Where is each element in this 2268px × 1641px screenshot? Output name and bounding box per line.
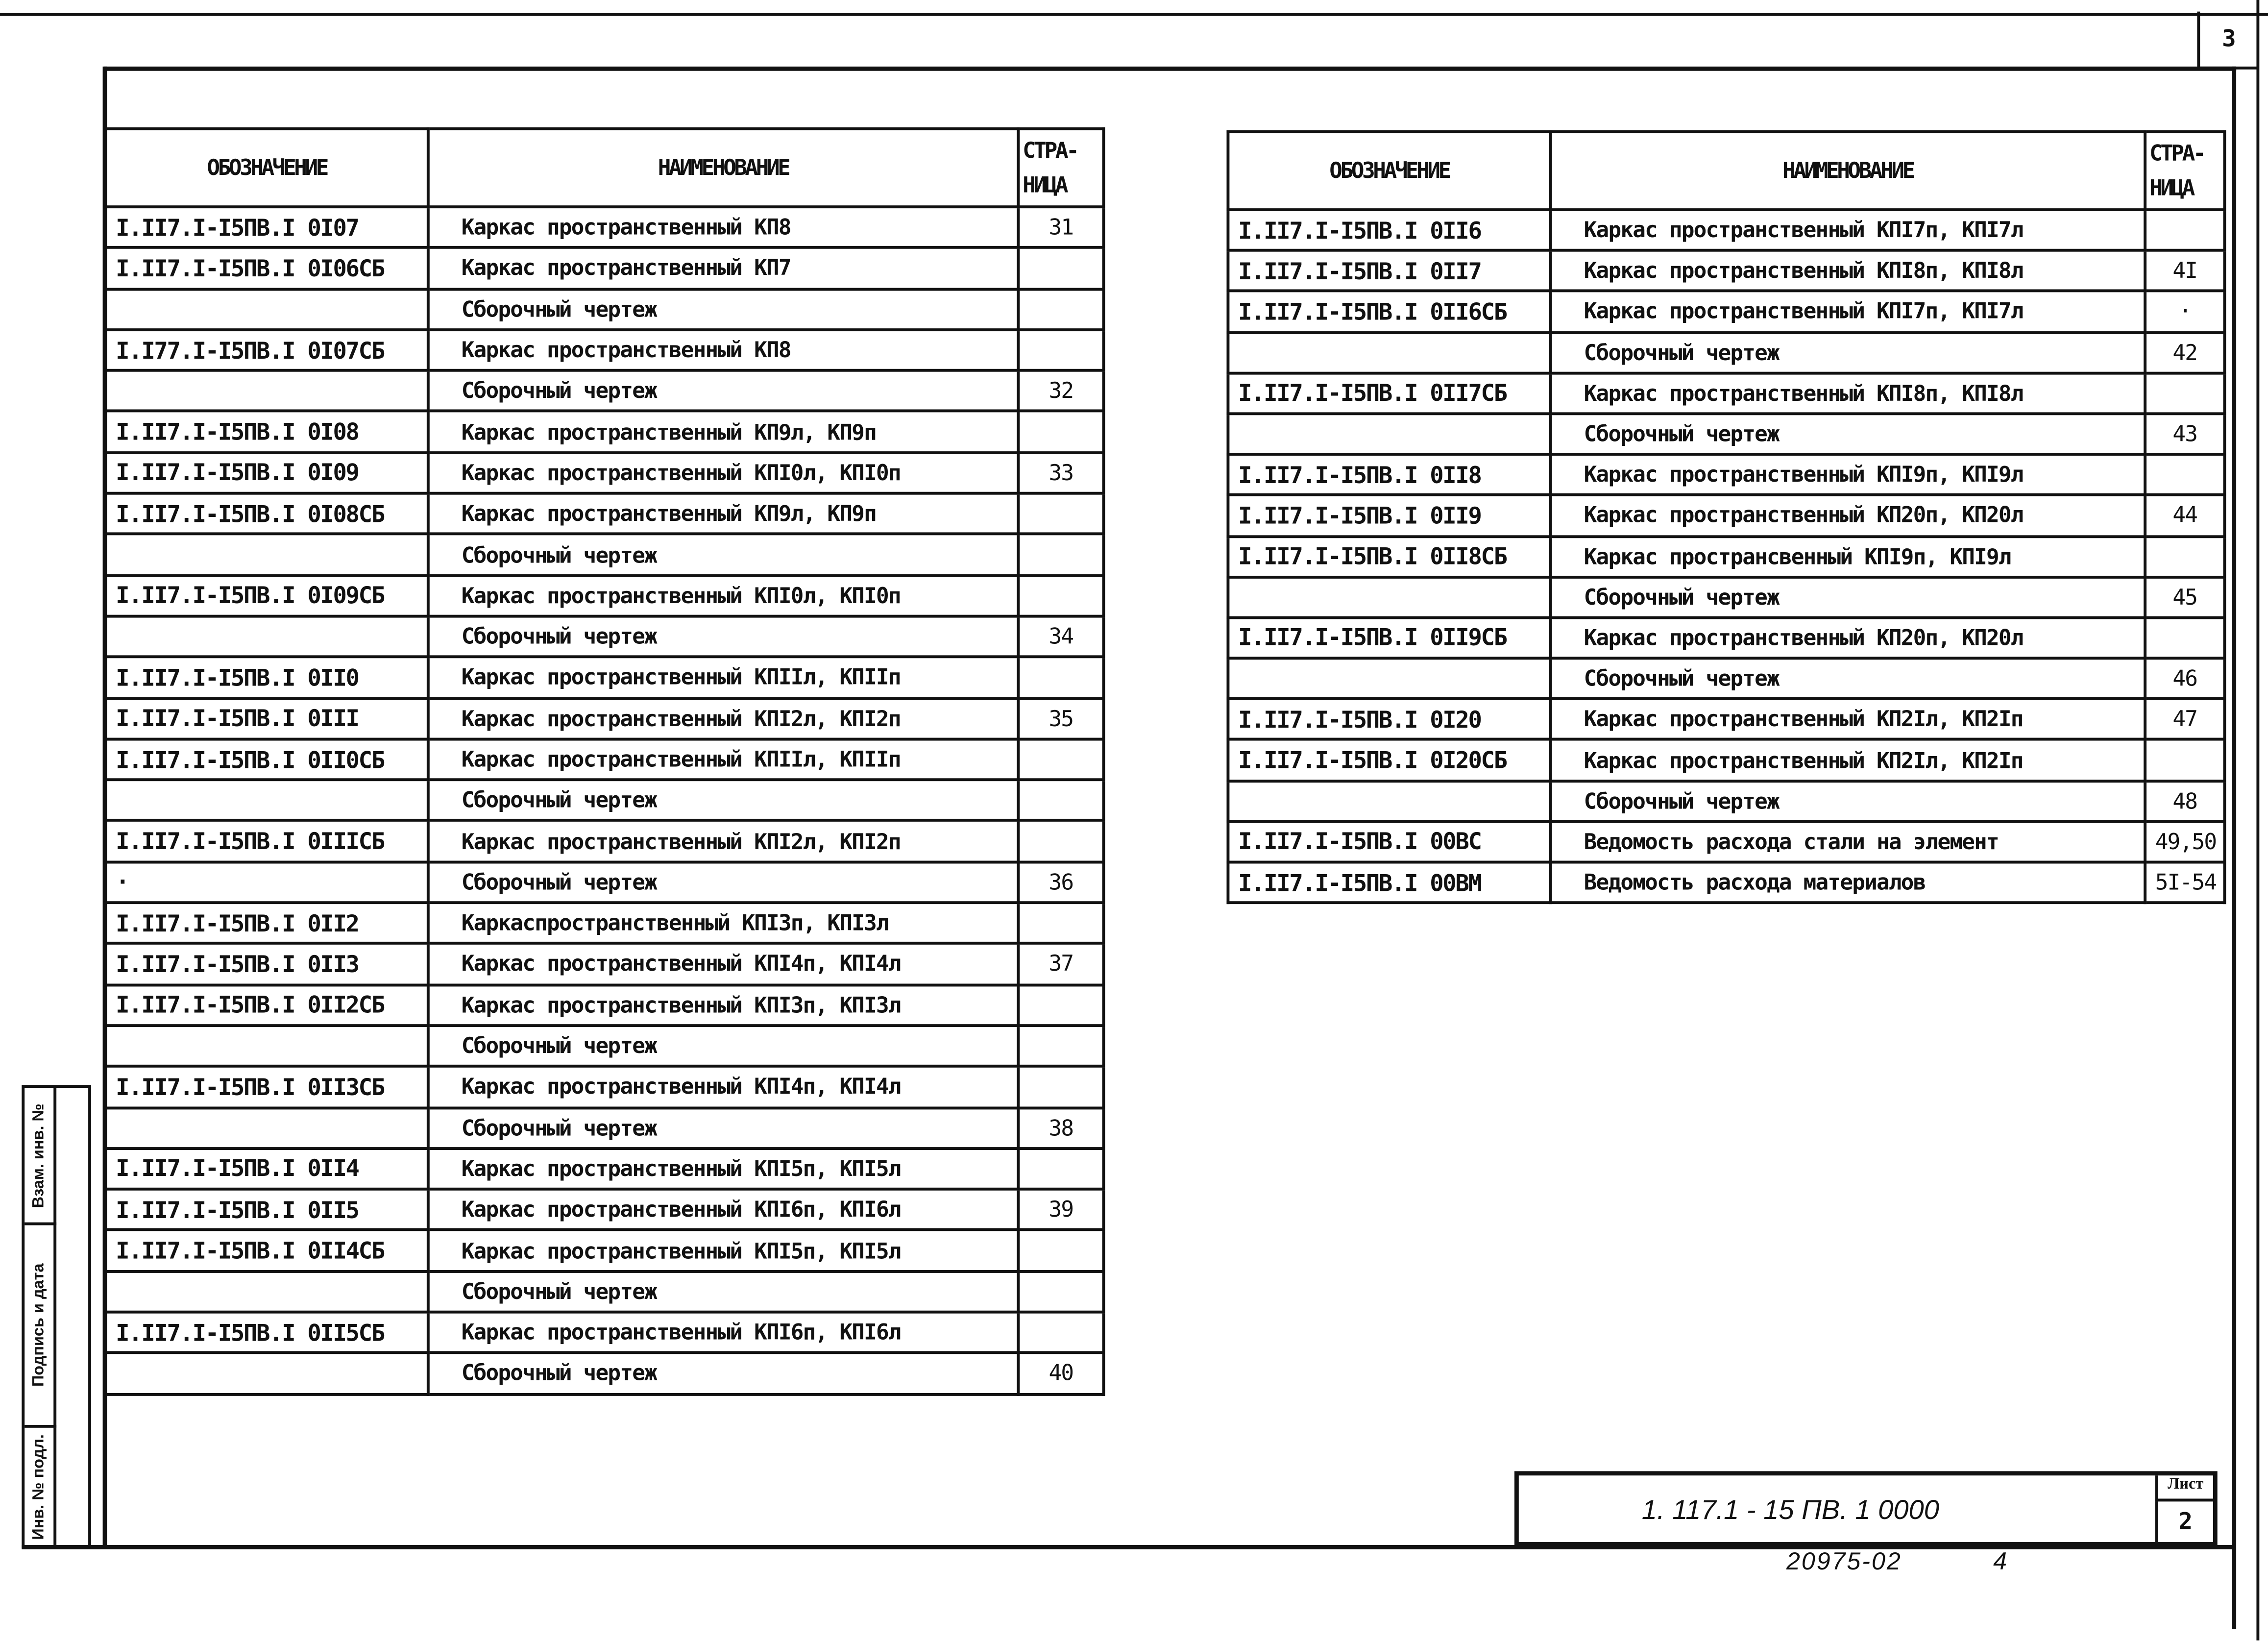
- table-row: [106, 780, 1104, 821]
- table-row: [106, 1189, 1104, 1230]
- page-cell: 40: [1018, 1353, 1103, 1394]
- table-row: [1228, 577, 2224, 617]
- designation-cell: I.II7.I-I5ПВ.I 0II8: [1228, 454, 1550, 495]
- page-cell: [2145, 536, 2224, 577]
- table-row: [1228, 862, 2224, 903]
- table-row: [1228, 454, 2224, 495]
- designation-cell: I.II7.I-I5ПВ.I 0I07: [106, 207, 428, 248]
- designation-cell: I.II7.I-I5ПВ.I 0II6: [1228, 210, 1550, 250]
- designation-cell: I.II7.I-I5ПВ.I 0II5СБ: [106, 1312, 428, 1353]
- designation-cell: I.II7.I-I5ПВ.I 0II5: [106, 1189, 428, 1230]
- table-row: [106, 862, 1104, 903]
- table-row: [106, 370, 1104, 412]
- name-cell: Сборочный чертеж: [428, 862, 1018, 903]
- designation-cell: [106, 370, 428, 412]
- designation-cell: [1228, 332, 1550, 373]
- designation-cell: I.II7.I-I5ПВ.I 0II0СБ: [106, 739, 428, 780]
- page-cell: 36: [1018, 862, 1103, 903]
- table-row: [106, 493, 1104, 535]
- name-cell: Сборочный чертеж: [1551, 658, 2145, 699]
- designation-cell: [106, 1353, 428, 1394]
- designation-cell: I.II7.I-I5ПВ.I 0I20СБ: [1228, 740, 1550, 781]
- header-designation: ОБОЗНАЧЕНИЕ: [1228, 132, 1550, 210]
- name-cell: Каркаспространственный КПI3п, КПI3л: [428, 903, 1018, 944]
- designation-cell: I.II7.I-I5ПВ.I 0II9СБ: [1228, 617, 1550, 658]
- name-cell: Каркас пространственный КПI2л, КПI2п: [428, 821, 1018, 862]
- designation-cell: [106, 289, 428, 330]
- page-cell: [1018, 780, 1103, 821]
- page-cell: 42: [2145, 332, 2224, 373]
- table-row: [1228, 740, 2224, 781]
- page-cell: 48: [2145, 781, 2224, 821]
- page-cell: 32: [1018, 370, 1103, 412]
- page-cell: [1018, 1026, 1103, 1067]
- page-cell: [2145, 210, 2224, 250]
- page-cell: [1018, 575, 1103, 616]
- page-cell: 47: [2145, 699, 2224, 740]
- table-row: [1228, 536, 2224, 577]
- title-block: [1514, 1471, 2218, 1546]
- table-row: [106, 575, 1104, 616]
- name-cell: Сборочный чертеж: [1551, 781, 2145, 821]
- name-cell: Каркас пространственный КПIIл, КПIIп: [428, 739, 1018, 780]
- name-cell: Каркас пространственный КПI5п, КПI5л: [428, 1230, 1018, 1272]
- table-row: [1228, 210, 2224, 250]
- table-row: [106, 616, 1104, 658]
- name-cell: Каркас пространственный КП8: [428, 330, 1018, 371]
- page-cell: 38: [1018, 1107, 1103, 1149]
- header-page: СТРА-НИЦА: [1018, 129, 1103, 207]
- table-row: [1228, 617, 2224, 658]
- table-row: [1228, 781, 2224, 821]
- header-page: СТРА-НИЦА: [2145, 132, 2224, 210]
- designation-cell: I.II7.I-I5ПВ.I 0II3СБ: [106, 1066, 428, 1107]
- name-cell: Каркас пространственный КПI9п, КПI9л: [1551, 454, 2145, 495]
- table-row: [106, 1271, 1104, 1312]
- page-cell: [1018, 1149, 1103, 1190]
- designation-cell: I.II7.I-I5ПВ.I 0I09: [106, 452, 428, 493]
- table-row: [106, 412, 1104, 453]
- stamp-replacement-inv: Взам. инв. №: [30, 1102, 48, 1207]
- page-cell: [1018, 412, 1103, 453]
- page-cell: 37: [1018, 944, 1103, 985]
- table-row: [1228, 291, 2224, 332]
- table-row: [106, 452, 1104, 493]
- table-row: [106, 289, 1104, 330]
- designation-cell: I.II7.I-I5ПВ.I 0I08: [106, 412, 428, 453]
- page-cell: 5I-54: [2145, 862, 2224, 903]
- name-cell: Сборочный чертеж: [428, 1271, 1018, 1312]
- sheet-number: 2: [2155, 1501, 2213, 1542]
- name-cell: Каркас пространственный КПI0л, КПI0п: [428, 575, 1018, 616]
- designation-cell: I.II7.I-I5ПВ.I 0II2: [106, 903, 428, 944]
- stamp-signature-date: Подпись и дата: [30, 1263, 48, 1387]
- name-cell: Каркас пространственный КПI4п, КПI4л: [428, 1066, 1018, 1107]
- table-row: [106, 1107, 1104, 1149]
- document-code: 1. 117.1 - 15 ПВ. 1 0000: [1641, 1495, 1939, 1526]
- designation-cell: [106, 780, 428, 821]
- table-row: [1228, 699, 2224, 740]
- name-cell: Каркас пространственный КПI8п, КПI8л: [1551, 250, 2145, 291]
- name-cell: Каркас пространственный КПI3п, КПI3л: [428, 984, 1018, 1026]
- page-cell: [1018, 821, 1103, 862]
- designation-cell: [106, 1026, 428, 1067]
- table-row: [106, 657, 1104, 698]
- name-cell: Каркас пространственный КПI5п, КПI5л: [428, 1149, 1018, 1190]
- header-designation: ОБОЗНАЧЕНИЕ: [106, 129, 428, 207]
- designation-cell: I.II7.I-I5ПВ.I 0II3: [106, 944, 428, 985]
- name-cell: Сборочный чертеж: [428, 616, 1018, 658]
- page-cell: [1018, 1271, 1103, 1312]
- designation-cell: I.II7.I-I5ПВ.I 0II7: [1228, 250, 1550, 291]
- name-cell: Каркас пространственный КП9л, КП9п: [428, 493, 1018, 535]
- name-cell: Каркас пространственный КПI7п, КПI7л: [1551, 291, 2145, 332]
- designation-cell: I.II7.I-I5ПВ.I 0I20: [1228, 699, 1550, 740]
- header-name: НАИМЕНОВАНИЕ: [1551, 132, 2145, 210]
- table-row: [106, 1066, 1104, 1107]
- table-row: [106, 207, 1104, 248]
- name-cell: Каркас пространственный КП2Iл, КП2Iп: [1551, 740, 2145, 781]
- archive-page: 4: [1993, 1547, 2007, 1575]
- name-cell: Сборочный чертеж: [428, 1353, 1018, 1394]
- header-name: НАИМЕНОВАНИЕ: [428, 129, 1018, 207]
- designation-cell: I.II7.I-I5ПВ.I 0II6СБ: [1228, 291, 1550, 332]
- designation-cell: I.II7.I-I5ПВ.I 0II8СБ: [1228, 536, 1550, 577]
- name-cell: Сборочный чертеж: [1551, 577, 2145, 617]
- name-cell: Каркас пространственный КП9л, КП9п: [428, 412, 1018, 453]
- designation-cell: I.II7.I-I5ПВ.I 0IIIСБ: [106, 821, 428, 862]
- table-header: [1228, 132, 2224, 210]
- name-cell: Сборочный чертеж: [428, 1107, 1018, 1149]
- name-cell: Сборочный чертеж: [428, 370, 1018, 412]
- page-cell: [1018, 289, 1103, 330]
- table-row: [106, 821, 1104, 862]
- name-cell: Каркас пространственный КП7: [428, 248, 1018, 289]
- table-header: [106, 129, 1104, 207]
- table-row: [1228, 658, 2224, 699]
- designation-cell: ·: [106, 862, 428, 903]
- name-cell: Каркас пространственный КПI0л, КПI0п: [428, 452, 1018, 493]
- table-row: [106, 1026, 1104, 1067]
- table-row: [106, 698, 1104, 739]
- page-cell: [1018, 1066, 1103, 1107]
- table-row: [1228, 250, 2224, 291]
- table-row: [1228, 821, 2224, 862]
- name-cell: Сборочный чертеж: [1551, 332, 2145, 373]
- page-cell: 4I: [2145, 250, 2224, 291]
- designation-cell: I.II7.I-I5ПВ.I 00ВМ: [1228, 862, 1550, 903]
- page-cell: 44: [2145, 495, 2224, 536]
- table-row: [106, 1353, 1104, 1394]
- table-row: [106, 944, 1104, 985]
- table-row: [1228, 495, 2224, 536]
- page-cell: 43: [2145, 414, 2224, 454]
- name-cell: Каркас пространственный КПI6п, КПI6л: [428, 1189, 1018, 1230]
- name-cell: Каркас пространственный КПI7п, КПI7л: [1551, 210, 2145, 250]
- designation-cell: I.II7.I-I5ПВ.I 00ВС: [1228, 821, 1550, 862]
- page-cell: 39: [1018, 1189, 1103, 1230]
- page-cell: 46: [2145, 658, 2224, 699]
- name-cell: Каркас пространсвенный КПI9п, КПI9л: [1551, 536, 2145, 577]
- page-cell: [1018, 534, 1103, 575]
- name-cell: Сборочный чертеж: [428, 289, 1018, 330]
- designation-cell: I.II7.I-I5ПВ.I 0I06СБ: [106, 248, 428, 289]
- page-cell: 45: [2145, 577, 2224, 617]
- right-spec-table: [1226, 130, 2226, 905]
- table-row: [106, 330, 1104, 371]
- frame-top-line: [104, 67, 2237, 71]
- outer-right-border: [2256, 0, 2259, 1641]
- designation-cell: I.II7.I-I5ПВ.I 0II9: [1228, 495, 1550, 536]
- sheet-label: Лист: [2155, 1475, 2213, 1501]
- table-row: [106, 739, 1104, 780]
- table-row: [106, 903, 1104, 944]
- page-cell: [1018, 903, 1103, 944]
- name-cell: Каркас пространственный КПIIл, КПIIп: [428, 657, 1018, 698]
- designation-cell: [106, 1271, 428, 1312]
- name-cell: Сборочный чертеж: [1551, 414, 2145, 454]
- page-cell: ·: [2145, 291, 2224, 332]
- designation-cell: I.II7.I-I5ПВ.I 0III: [106, 698, 428, 739]
- archive-number: 20975-02: [1786, 1547, 1902, 1575]
- page-cell: [1018, 1312, 1103, 1353]
- designation-cell: [106, 534, 428, 575]
- name-cell: Сборочный чертеж: [428, 780, 1018, 821]
- page-cell: [2145, 373, 2224, 414]
- name-cell: Сборочный чертеж: [428, 1026, 1018, 1067]
- left-spec-table: [104, 127, 1105, 1396]
- page-cell: [1018, 984, 1103, 1026]
- table-row: [106, 534, 1104, 575]
- name-cell: Каркас пространственный КП2Iл, КП2Iп: [1551, 699, 2145, 740]
- designation-cell: I.II7.I-I5ПВ.I 0II2СБ: [106, 984, 428, 1026]
- table-row: [106, 1149, 1104, 1190]
- table-row: [106, 1312, 1104, 1353]
- page-cell: [1018, 330, 1103, 371]
- page-cell: 31: [1018, 207, 1103, 248]
- page-cell: [1018, 1230, 1103, 1272]
- name-cell: Каркас пространственный КПI4п, КПI4л: [428, 944, 1018, 985]
- name-cell: Каркас пространственный КПI8п, КПI8л: [1551, 373, 2145, 414]
- page-number: 3: [2197, 12, 2258, 70]
- page-cell: [1018, 739, 1103, 780]
- table-row: [106, 248, 1104, 289]
- page-cell: [2145, 617, 2224, 658]
- page-cell: [1018, 657, 1103, 698]
- table-row: [106, 1230, 1104, 1272]
- name-cell: Каркас пространственный КП20п, КП20л: [1551, 495, 2145, 536]
- name-cell: Ведомость расхода материалов: [1551, 862, 2145, 903]
- page-cell: [2145, 454, 2224, 495]
- table-row: [1228, 414, 2224, 454]
- designation-cell: [1228, 781, 1550, 821]
- designation-cell: [1228, 577, 1550, 617]
- designation-cell: [106, 1107, 428, 1149]
- page-cell: [2145, 740, 2224, 781]
- side-stamp: [22, 1085, 91, 1548]
- stamp-original-inv: Инв. № подл.: [30, 1433, 48, 1540]
- page-cell: 34: [1018, 616, 1103, 658]
- page-cell: 49,50: [2145, 821, 2224, 862]
- designation-cell: I.II7.I-I5ПВ.I 0I08СБ: [106, 493, 428, 535]
- name-cell: Ведомость расхода стали на элемент: [1551, 821, 2145, 862]
- designation-cell: I.II7.I-I5ПВ.I 0I09СБ: [106, 575, 428, 616]
- designation-cell: I.II7.I-I5ПВ.I 0II4СБ: [106, 1230, 428, 1272]
- designation-cell: I.II7.I-I5ПВ.I 0II7СБ: [1228, 373, 1550, 414]
- page-cell: 35: [1018, 698, 1103, 739]
- designation-cell: [1228, 414, 1550, 454]
- designation-cell: [106, 616, 428, 658]
- name-cell: Каркас пространственный КП8: [428, 207, 1018, 248]
- table-row: [1228, 332, 2224, 373]
- page-cell: [1018, 248, 1103, 289]
- designation-cell: I.I77.I-I5ПВ.I 0I07СБ: [106, 330, 428, 371]
- table-row: [106, 984, 1104, 1026]
- name-cell: Каркас пространственный КПI6п, КПI6л: [428, 1312, 1018, 1353]
- outer-top-border: [0, 13, 2268, 16]
- name-cell: Сборочный чертеж: [428, 534, 1018, 575]
- designation-cell: I.II7.I-I5ПВ.I 0II0: [106, 657, 428, 698]
- name-cell: Каркас пространственный КПI2л, КПI2п: [428, 698, 1018, 739]
- page-cell: [1018, 493, 1103, 535]
- designation-cell: I.II7.I-I5ПВ.I 0II4: [106, 1149, 428, 1190]
- name-cell: Каркас пространственный КП20п, КП20л: [1551, 617, 2145, 658]
- frame-right-line: [2232, 67, 2236, 1629]
- designation-cell: [1228, 658, 1550, 699]
- table-row: [1228, 373, 2224, 414]
- page-cell: 33: [1018, 452, 1103, 493]
